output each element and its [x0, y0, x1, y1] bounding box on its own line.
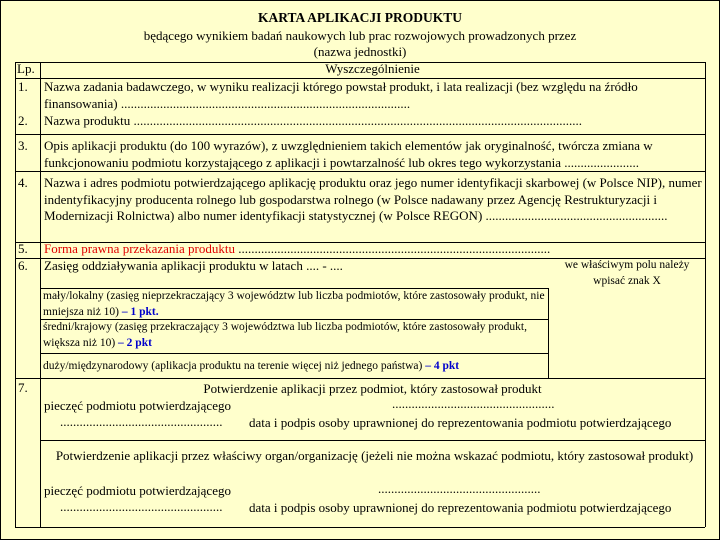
range-option-national	[43, 320, 547, 352]
row-number: 1.	[18, 79, 28, 94]
row-impact-range: Zasięg oddziaływania aplikacji produktu w latach .... - ....	[44, 258, 343, 273]
row-application-description: Opis aplikacji produktu (do 100 wyrazów), z uwzględnieniem takich elementów jak oryginalność, twórcza zmiana w funkcjonowaniu podmiotu korzystającego z aplikacji i powtarzalność lub okres tego wykorzystania .......................	[44, 138, 653, 170]
rule-right	[705, 62, 706, 527]
range-option-local	[43, 289, 547, 320]
range-option-text: mały/lokalny (zasięg nieprzekraczający 3 województw lub liczba podmiotów, które zastosowały produkt, nie mniejsza niż 10)	[43, 290, 545, 318]
rule-bottom	[15, 527, 705, 528]
legal-form-dots: ................................................................................................	[234, 241, 551, 256]
rule-row2	[15, 134, 705, 135]
row-number: 3.	[18, 138, 28, 153]
rule-left	[15, 62, 16, 527]
unit-name-label: (nazwa jednostki)	[313, 44, 407, 59]
rule-lp-col	[40, 62, 41, 527]
stamp-label: pieczęć podmiotu potwierdzającego	[44, 483, 231, 498]
details-header: Wyszczególnienie	[325, 61, 420, 76]
signature-label: data i podpis osoby uprawnionej do reprezentowania podmiotu potwierdzającego	[249, 415, 672, 430]
stamp-label: pieczęć podmiotu potwierdzającego	[44, 398, 231, 413]
rule-row3	[15, 171, 705, 172]
row-product-name: Nazwa produktu ..........................................................................................................................................	[44, 113, 583, 128]
rule-option3-top	[40, 353, 548, 354]
confirm-entity-title: Potwierdzenie aplikacji przez podmiot, który zastosował produkt	[203, 381, 542, 396]
signature-dots: ..................................................	[392, 396, 555, 411]
row-number: 5.	[18, 241, 28, 256]
row-legal-form	[44, 241, 702, 257]
row-number: 7.	[18, 380, 28, 395]
rule-row6	[15, 378, 705, 379]
card-subtitle: będącego wynikiem badań naukowych lub prac rozwojowych prowadzonych przez	[143, 28, 577, 43]
row-number: 4.	[18, 175, 28, 190]
range-option-points: – 1 pkt.	[121, 305, 159, 318]
row-confirming-entity: Nazwa i adres podmiotu potwierdzającego aplikację produktu oraz jego numer identyfikacji skarbowej (w Polsce NIP), numer indentyfikacyjny producenta rolnego lub gospodarstwa rolnego (w Polsce nadawany przez Agencję Restrukturyzacji i Modernizacji Rolnictwa) albo numer identyfikacji statystycznej (w Polsce REGON) ........................................................	[44, 175, 702, 223]
range-option-points: – 2 pkt	[118, 336, 152, 349]
card-title: KARTA APLIKACJI PRODUKTU	[257, 10, 463, 25]
range-option-international	[43, 359, 547, 377]
row-number: 2.	[18, 113, 28, 128]
rule-options-right	[548, 288, 549, 378]
row-number: 6.	[18, 258, 28, 273]
signature-label: data i podpis osoby uprawnionej do reprezentowania podmiotu potwierdzającego	[249, 500, 672, 515]
range-option-text: duży/międzynarodowy (aplikacja produktu na terenie więcej niż jednego państwa)	[43, 360, 423, 372]
range-option-text: średni/krajowy (zasięg przekraczający 3 województwa lub liczba podmiotów, które zastosowały produkt, większa niż 10)	[43, 321, 528, 349]
range-instruction-note: we właściwym polu należy wpisać znak X	[564, 259, 690, 287]
lp-header: Lp.	[17, 61, 35, 76]
stamp-dots: ..................................................	[60, 499, 223, 514]
rule-confirm-split	[40, 440, 705, 441]
legal-form-label: Forma prawna przekazania produktu	[44, 241, 235, 256]
confirm-authority-title: Potwierdzenie aplikacji przez właściwy organ/organizację (jeżeli nie można wskazać podmiotu, który zastosował produkt)	[55, 448, 694, 463]
row-task-name: Nazwa zadania badawczego, w wyniku realizacji którego powstał produkt, i lata realizacji (bez względu na źródło finansowania) .........................................................................................	[44, 79, 638, 111]
range-option-points: – 4 pkt	[425, 360, 460, 372]
stamp-dots: ..................................................	[60, 414, 223, 429]
signature-dots: ..................................................	[378, 481, 541, 496]
